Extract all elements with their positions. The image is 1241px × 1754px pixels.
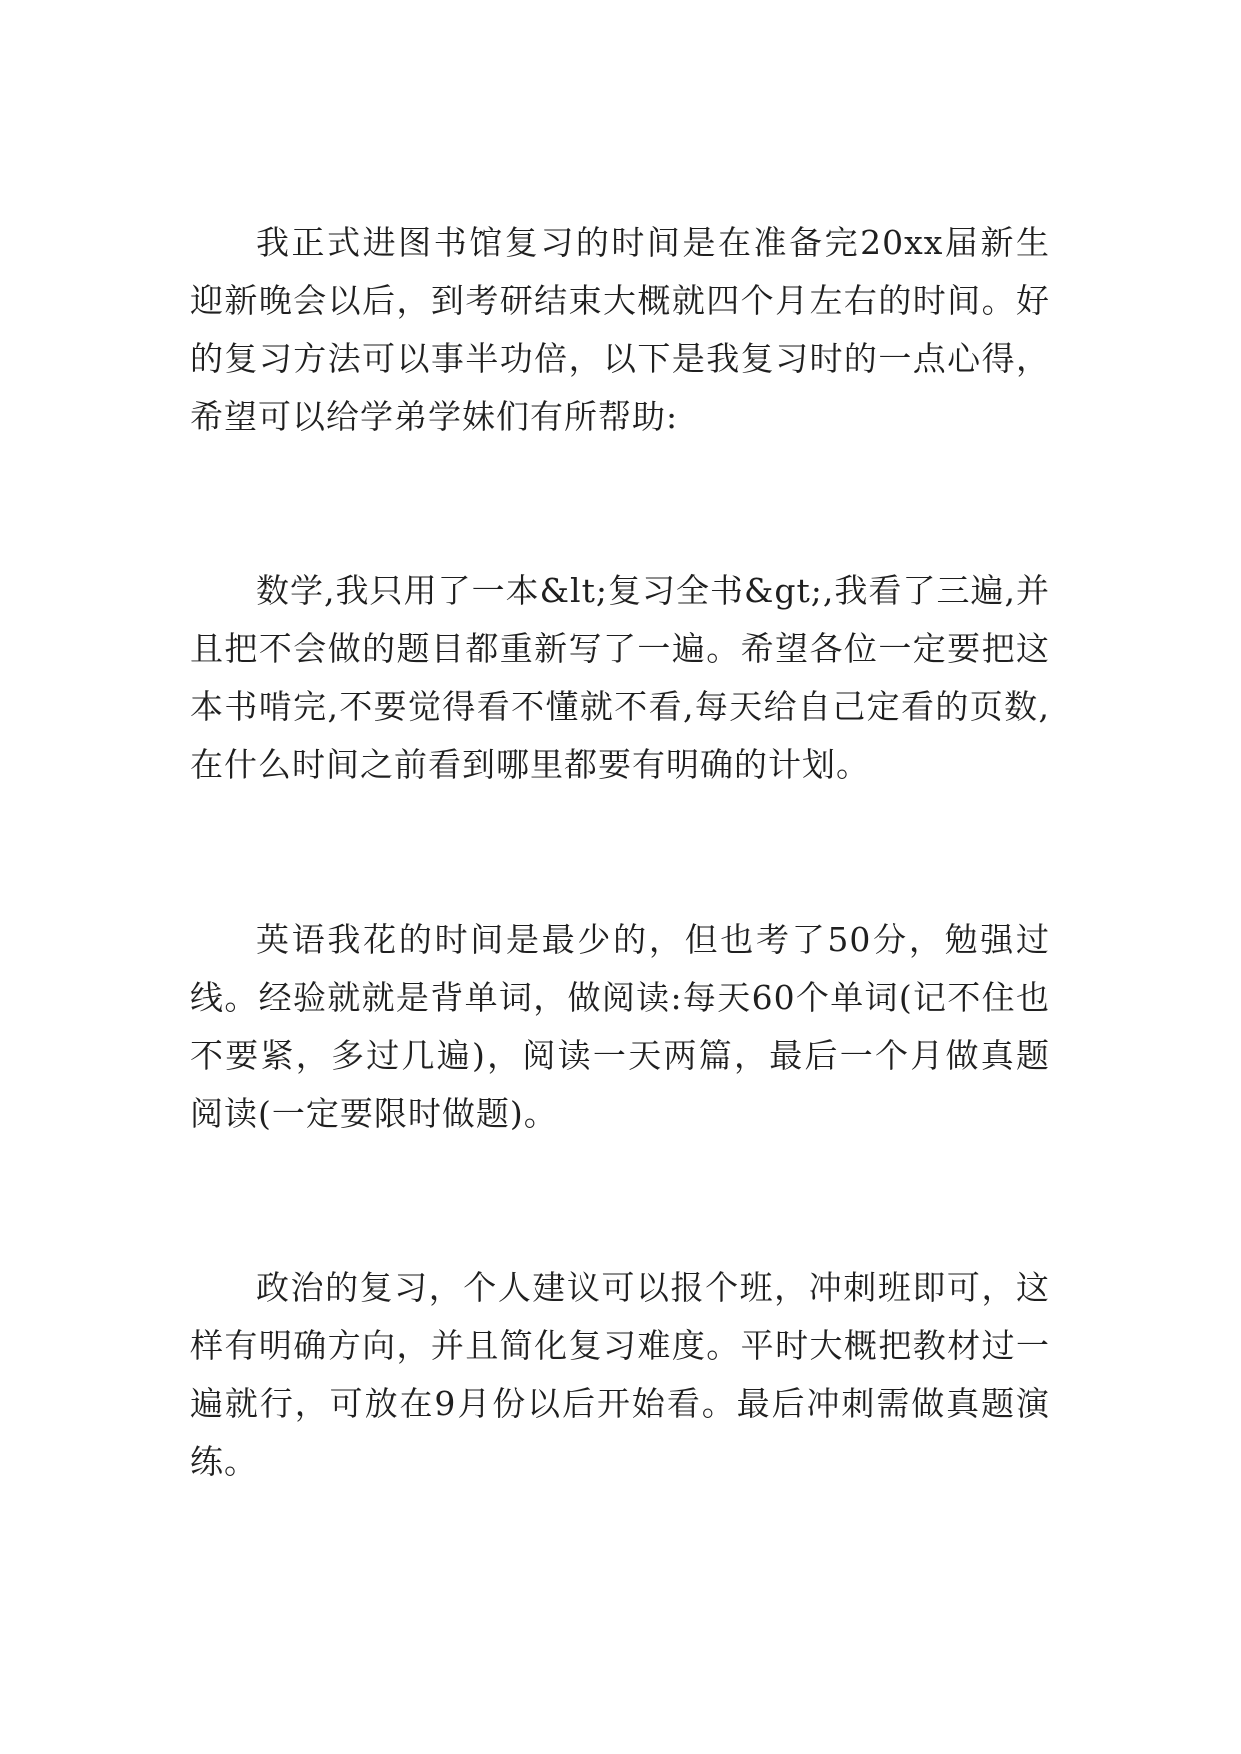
paragraph-english: 英语我花的时间是最少的，但也考了50分，勉强过线。经验就就是背单词，做阅读:每天60个单词(记不住也不要紧，多过几遍)，阅读一天两篇，最后一个月做真题阅读(一定要限时做题)。 bbox=[190, 920, 1050, 1133]
paragraph-politics: 政治的复习，个人建议可以报个班，冲刺班即可，这样有明确方向，并且简化复习难度。平时大概把教材过一遍就行，可放在9月份以后开始看。最后冲刺需做真题演练。 bbox=[190, 1268, 1050, 1481]
paragraph-library-review: 我正式进图书馆复习的时间是在准备完20xx届新生迎新晚会以后，到考研结束大概就四个月左右的时间。好的复习方法可以事半功倍，以下是我复习时的一点心得，希望可以给学弟学妹们有所帮助: bbox=[190, 223, 1050, 436]
paragraph-math: 数学,我只用了一本&lt;复习全书&gt;,我看了三遍,并且把不会做的题目都重新写了一遍。希望各位一定要把这本书啃完,不要觉得看不懂就不看,每天给自己定看的页数,在什么时间之前看到哪里都要有明确的计划。 bbox=[190, 571, 1050, 784]
